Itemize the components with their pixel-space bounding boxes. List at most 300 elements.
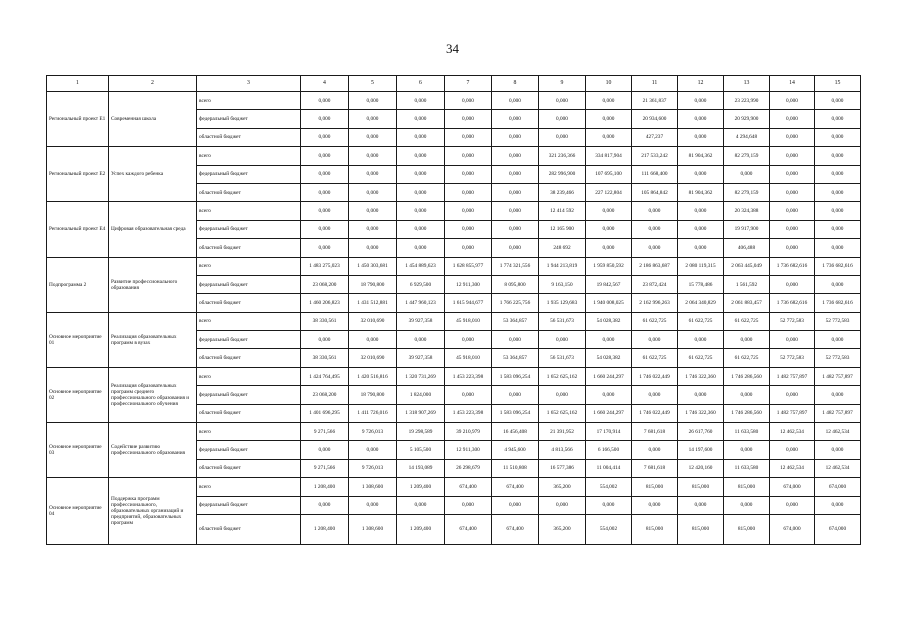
value-cell: 1 308,600 — [349, 514, 397, 544]
funding-source: областной бюджет — [197, 239, 301, 257]
value-cell: 0,000 — [770, 147, 815, 165]
value-cell: 0,000 — [724, 496, 770, 514]
value-cell: 0,000 — [678, 386, 724, 404]
value-cell: 0,000 — [301, 441, 349, 459]
value-cell: 0,000 — [301, 331, 349, 349]
header-cell: 6 — [397, 76, 445, 92]
value-cell: 1 746 022,449 — [632, 404, 678, 422]
value-cell: 45 918,010 — [445, 349, 492, 367]
value-cell: 1 453 223,398 — [445, 367, 492, 385]
value-cell: 0,000 — [586, 331, 632, 349]
value-cell: 1 450 303,681 — [349, 257, 397, 275]
value-cell: 0,000 — [678, 220, 724, 238]
program-description: Реализация образовательных программ среднего профессионального образования и профессионального обучения — [109, 367, 197, 422]
value-cell: 52 772,583 — [770, 349, 815, 367]
value-cell: 1 746 022,449 — [632, 367, 678, 385]
value-cell: 0,000 — [770, 275, 815, 293]
value-cell: 406,488 — [724, 239, 770, 257]
value-cell: 815,000 — [678, 478, 724, 496]
header-cell: 7 — [445, 76, 492, 92]
funding-source: областной бюджет — [197, 514, 301, 544]
value-cell: 0,000 — [397, 239, 445, 257]
value-cell: 12 911,300 — [445, 441, 492, 459]
value-cell: 1 660 244,297 — [586, 404, 632, 422]
value-cell: 61 622,725 — [724, 312, 770, 330]
value-cell: 82 279,159 — [724, 147, 770, 165]
value-cell: 1 660 244,297 — [586, 367, 632, 385]
value-cell: 227 122,804 — [586, 183, 632, 201]
value-cell: 0,000 — [349, 220, 397, 238]
table-row — [47, 423, 861, 441]
value-cell: 12 462,534 — [815, 423, 861, 441]
value-cell: 39 927,358 — [397, 312, 445, 330]
value-cell: 0,000 — [770, 331, 815, 349]
value-cell: 53 364,857 — [492, 349, 539, 367]
value-cell: 0,000 — [301, 147, 349, 165]
funding-source: всего — [197, 367, 301, 385]
value-cell: 1 746 286,560 — [724, 367, 770, 385]
value-cell: 0,000 — [678, 128, 724, 146]
value-cell: 1 208,400 — [301, 478, 349, 496]
value-cell: 0,000 — [632, 441, 678, 459]
header-cell: 2 — [109, 76, 197, 92]
value-cell: 12 414 592 — [539, 202, 586, 220]
value-cell: 0,000 — [586, 386, 632, 404]
value-cell: 0,000 — [349, 183, 397, 201]
funding-source: областной бюджет — [197, 294, 301, 312]
value-cell: 321 236,366 — [539, 147, 586, 165]
value-cell: 12 420,160 — [678, 459, 724, 477]
table-row — [47, 257, 861, 275]
value-cell: 1 824,000 — [397, 386, 445, 404]
value-cell: 0,000 — [445, 147, 492, 165]
value-cell: 674,400 — [492, 514, 539, 544]
funding-source: федеральный бюджет — [197, 441, 301, 459]
value-cell: 0,000 — [349, 92, 397, 110]
value-cell: 0,000 — [586, 128, 632, 146]
value-cell: 1 746 322,360 — [678, 404, 724, 422]
value-cell: 0,000 — [397, 128, 445, 146]
value-cell: 0,000 — [632, 331, 678, 349]
value-cell: 19 842,567 — [586, 275, 632, 293]
value-cell: 0,000 — [445, 128, 492, 146]
value-cell: 0,000 — [492, 220, 539, 238]
value-cell: 26 298,679 — [445, 459, 492, 477]
funding-source: федеральный бюджет — [197, 110, 301, 128]
value-cell: 815,000 — [724, 478, 770, 496]
value-cell: 0,000 — [815, 496, 861, 514]
value-cell: 21 361,837 — [632, 92, 678, 110]
value-cell: 0,000 — [724, 331, 770, 349]
value-cell: 45 918,010 — [445, 312, 492, 330]
value-cell: 0,000 — [815, 441, 861, 459]
value-cell: 1 453 223,398 — [445, 404, 492, 422]
value-cell: 0,000 — [492, 128, 539, 146]
value-cell: 81 904,362 — [678, 147, 724, 165]
value-cell: 2 080 119,315 — [678, 257, 724, 275]
value-cell: 0,000 — [445, 110, 492, 128]
value-cell: 0,000 — [445, 202, 492, 220]
value-cell: 1 583 096,254 — [492, 404, 539, 422]
value-cell: 9 163,150 — [539, 275, 586, 293]
funding-source: всего — [197, 423, 301, 441]
value-cell: 1 482 757,897 — [815, 404, 861, 422]
value-cell: 0,000 — [492, 331, 539, 349]
value-cell: 1 628 855,977 — [445, 257, 492, 275]
value-cell: 12 165 900 — [539, 220, 586, 238]
value-cell: 1 318 907,269 — [397, 404, 445, 422]
funding-source: всего — [197, 312, 301, 330]
program-name: Основное мероприятие 02 — [47, 367, 109, 422]
value-cell: 9 726,013 — [349, 459, 397, 477]
value-cell: 1 766 225,756 — [492, 294, 539, 312]
value-cell: 9 271,566 — [301, 459, 349, 477]
value-cell: 1 209,400 — [397, 478, 445, 496]
table-row — [47, 92, 861, 110]
value-cell: 0,000 — [770, 110, 815, 128]
value-cell: 0,000 — [539, 331, 586, 349]
value-cell: 0,000 — [492, 496, 539, 514]
value-cell: 0,000 — [539, 496, 586, 514]
program-name: Региональный проект Е1 — [47, 92, 109, 147]
value-cell: 61 622,725 — [724, 349, 770, 367]
value-cell: 0,000 — [445, 92, 492, 110]
value-cell: 2 061 883,457 — [724, 294, 770, 312]
program-description: Поддержка программ профессионального, образовательных организаций и предприятий, образовательных программ — [109, 478, 197, 545]
value-cell: 0,000 — [349, 239, 397, 257]
value-cell: 18 790,800 — [349, 275, 397, 293]
value-cell: 1 320 731,269 — [397, 367, 445, 385]
value-cell: 0,000 — [724, 386, 770, 404]
funding-source: всего — [197, 147, 301, 165]
header-cell: 4 — [301, 76, 349, 92]
value-cell: 11 633,580 — [724, 423, 770, 441]
value-cell: 0,000 — [349, 441, 397, 459]
value-cell: 0,000 — [492, 202, 539, 220]
value-cell: 0,000 — [397, 147, 445, 165]
value-cell: 32 010,690 — [349, 349, 397, 367]
value-cell: 6 166,500 — [586, 441, 632, 459]
value-cell: 23 872,424 — [632, 275, 678, 293]
value-cell: 107 695,100 — [586, 165, 632, 183]
value-cell: 0,000 — [397, 110, 445, 128]
value-cell: 217 533,242 — [632, 147, 678, 165]
value-cell: 0,000 — [815, 147, 861, 165]
value-cell: 0,000 — [586, 110, 632, 128]
value-cell: 11 510,808 — [492, 459, 539, 477]
table-row — [47, 202, 861, 220]
value-cell: 15 778,486 — [678, 275, 724, 293]
value-cell: 16 577,386 — [539, 459, 586, 477]
value-cell: 23 223,990 — [724, 92, 770, 110]
program-description: Современная школа — [109, 92, 197, 147]
value-cell: 61 622,725 — [678, 312, 724, 330]
value-cell: 0,000 — [445, 220, 492, 238]
table-row — [47, 312, 861, 330]
value-cell: 1 774 321,556 — [492, 257, 539, 275]
value-cell: 0,000 — [678, 92, 724, 110]
value-cell: 0,000 — [301, 110, 349, 128]
budget-table — [46, 75, 861, 545]
value-cell: 0,000 — [492, 165, 539, 183]
value-cell: 0,000 — [492, 183, 539, 201]
value-cell: 674,000 — [770, 478, 815, 496]
value-cell: 815,000 — [678, 514, 724, 544]
value-cell: 39 210,979 — [445, 423, 492, 441]
value-cell: 16 456,408 — [492, 423, 539, 441]
value-cell: 12 462,534 — [770, 423, 815, 441]
funding-source: всего — [197, 478, 301, 496]
value-cell: 19 917,900 — [724, 220, 770, 238]
value-cell: 56 531,673 — [539, 349, 586, 367]
value-cell: 0,000 — [301, 220, 349, 238]
value-cell: 1 944 213,819 — [539, 257, 586, 275]
table-row — [47, 147, 861, 165]
value-cell: 38 330,561 — [301, 349, 349, 367]
value-cell: 1 460 206,823 — [301, 294, 349, 312]
value-cell: 0,000 — [632, 239, 678, 257]
value-cell: 0,000 — [770, 220, 815, 238]
value-cell: 20 934,600 — [632, 110, 678, 128]
value-cell: 0,000 — [770, 239, 815, 257]
value-cell: 56 531,673 — [539, 312, 586, 330]
value-cell: 0,000 — [586, 496, 632, 514]
value-cell: 815,000 — [632, 514, 678, 544]
value-cell: 1 482 757,897 — [770, 367, 815, 385]
value-cell: 0,000 — [349, 147, 397, 165]
value-cell: 2 186 863,687 — [632, 257, 678, 275]
header-cell: 12 — [678, 76, 724, 92]
value-cell: 554,002 — [586, 478, 632, 496]
funding-source: всего — [197, 92, 301, 110]
program-name: Основное мероприятие 03 — [47, 423, 109, 478]
header-cell: 11 — [632, 76, 678, 92]
header-cell: 9 — [539, 76, 586, 92]
program-description: Развитие профессионального образования — [109, 257, 197, 312]
value-cell: 0,000 — [770, 128, 815, 146]
funding-source: федеральный бюджет — [197, 220, 301, 238]
value-cell: 0,000 — [492, 92, 539, 110]
value-cell: 0,000 — [632, 386, 678, 404]
value-cell: 0,000 — [678, 202, 724, 220]
value-cell: 1 940 008,025 — [586, 294, 632, 312]
value-cell: 54 028,382 — [586, 312, 632, 330]
value-cell: 0,000 — [815, 386, 861, 404]
value-cell: 0,000 — [492, 386, 539, 404]
header-cell: 1 — [47, 76, 109, 92]
program-name: Основное мероприятие 01 — [47, 312, 109, 367]
value-cell: 1 736 682,616 — [815, 294, 861, 312]
value-cell: 1 652 625,162 — [539, 404, 586, 422]
value-cell: 5 105,500 — [397, 441, 445, 459]
value-cell: 0,000 — [445, 386, 492, 404]
value-cell: 1 652 625,162 — [539, 367, 586, 385]
funding-source: федеральный бюджет — [197, 386, 301, 404]
value-cell: 12 911,300 — [445, 275, 492, 293]
funding-source: областной бюджет — [197, 128, 301, 146]
value-cell: 0,000 — [770, 202, 815, 220]
value-cell: 0,000 — [539, 92, 586, 110]
value-cell: 0,000 — [815, 220, 861, 238]
value-cell: 54 028,382 — [586, 349, 632, 367]
value-cell: 7 681,618 — [632, 459, 678, 477]
value-cell: 0,000 — [586, 220, 632, 238]
header-cell: 15 — [815, 76, 861, 92]
program-description: Успех каждого ребенка — [109, 147, 197, 202]
value-cell: 0,000 — [301, 496, 349, 514]
value-cell: 0,000 — [815, 165, 861, 183]
value-cell: 365,200 — [539, 478, 586, 496]
value-cell: 0,000 — [770, 496, 815, 514]
funding-source: областной бюджет — [197, 404, 301, 422]
value-cell: 26 617,760 — [678, 423, 724, 441]
value-cell: 11 633,580 — [724, 459, 770, 477]
funding-source: областной бюджет — [197, 183, 301, 201]
value-cell: 815,000 — [724, 514, 770, 544]
value-cell: 1 736 682,616 — [770, 257, 815, 275]
value-cell: 1 482 757,897 — [815, 367, 861, 385]
value-cell: 0,000 — [301, 128, 349, 146]
header-cell: 13 — [724, 76, 770, 92]
value-cell: 0,000 — [301, 183, 349, 201]
table-row — [47, 367, 861, 385]
value-cell: 32 010,690 — [349, 312, 397, 330]
value-cell: 20 929,900 — [724, 110, 770, 128]
value-cell: 1 482 757,897 — [770, 404, 815, 422]
header-cell: 3 — [197, 76, 301, 92]
value-cell: 6 929,500 — [397, 275, 445, 293]
value-cell: 1 411 726,016 — [349, 404, 397, 422]
value-cell: 0,000 — [586, 202, 632, 220]
value-cell: 1 424 764,495 — [301, 367, 349, 385]
value-cell: 19 298,589 — [397, 423, 445, 441]
value-cell: 0,000 — [678, 496, 724, 514]
value-cell: 52 772,583 — [815, 312, 861, 330]
program-description: Цифровая образовательная среда — [109, 202, 197, 257]
value-cell: 21 391,952 — [539, 423, 586, 441]
value-cell: 334 817,904 — [586, 147, 632, 165]
table-body — [47, 76, 861, 545]
value-cell: 38 330,561 — [301, 312, 349, 330]
header-cell: 8 — [492, 76, 539, 92]
header-row — [47, 76, 861, 92]
value-cell: 1 736 682,616 — [815, 257, 861, 275]
value-cell: 1 583 096,254 — [492, 367, 539, 385]
value-cell: 52 772,583 — [770, 312, 815, 330]
value-cell: 0,000 — [815, 202, 861, 220]
value-cell: 105 864,842 — [632, 183, 678, 201]
program-name: Подпрограмма 2 — [47, 257, 109, 312]
value-cell: 0,000 — [815, 128, 861, 146]
value-cell: 17 170,914 — [586, 423, 632, 441]
value-cell: 1 447 960,123 — [397, 294, 445, 312]
value-cell: 0,000 — [815, 275, 861, 293]
value-cell: 0,000 — [301, 92, 349, 110]
value-cell: 0,000 — [678, 110, 724, 128]
value-cell: 0,000 — [445, 331, 492, 349]
value-cell: 0,000 — [301, 165, 349, 183]
value-cell: 1 736 682,616 — [770, 294, 815, 312]
value-cell: 1 431 512,881 — [349, 294, 397, 312]
value-cell: 1 935 129,683 — [539, 294, 586, 312]
value-cell: 0,000 — [349, 128, 397, 146]
value-cell: 39 927,358 — [397, 349, 445, 367]
value-cell: 0,000 — [815, 239, 861, 257]
value-cell: 61 622,725 — [632, 312, 678, 330]
value-cell: 82 279,159 — [724, 183, 770, 201]
table-row — [47, 478, 861, 496]
value-cell: 81 904,362 — [678, 183, 724, 201]
value-cell: 0,000 — [815, 183, 861, 201]
value-cell: 0,000 — [632, 220, 678, 238]
value-cell: 0,000 — [632, 496, 678, 514]
value-cell: 674,000 — [770, 514, 815, 544]
value-cell: 674,400 — [445, 478, 492, 496]
funding-source: областной бюджет — [197, 459, 301, 477]
value-cell: 2 162 996,263 — [632, 294, 678, 312]
program-name: Региональный проект Е2 — [47, 147, 109, 202]
value-cell: 0,000 — [724, 165, 770, 183]
value-cell: 674,400 — [445, 514, 492, 544]
value-cell: 0,000 — [445, 496, 492, 514]
value-cell: 20 324,388 — [724, 202, 770, 220]
value-cell: 1 209,400 — [397, 514, 445, 544]
value-cell: 61 622,725 — [678, 349, 724, 367]
value-cell: 0,000 — [349, 110, 397, 128]
value-cell: 674,000 — [815, 514, 861, 544]
value-cell: 0,000 — [770, 441, 815, 459]
value-cell: 0,000 — [397, 220, 445, 238]
value-cell: 38 239,466 — [539, 183, 586, 201]
value-cell: 2 064 340,829 — [678, 294, 724, 312]
header-cell: 14 — [770, 76, 815, 92]
value-cell: 0,000 — [586, 92, 632, 110]
value-cell: 23 068,200 — [301, 275, 349, 293]
funding-source: всего — [197, 202, 301, 220]
value-cell: 815,000 — [632, 478, 678, 496]
value-cell: 0,000 — [349, 202, 397, 220]
value-cell: 53 364,857 — [492, 312, 539, 330]
value-cell: 0,000 — [632, 202, 678, 220]
value-cell: 0,000 — [678, 165, 724, 183]
value-cell: 12 462,534 — [770, 459, 815, 477]
value-cell: 61 622,725 — [632, 349, 678, 367]
value-cell: 4 945,600 — [492, 441, 539, 459]
header-cell: 5 — [349, 76, 397, 92]
value-cell: 0,000 — [770, 92, 815, 110]
value-cell: 0,000 — [492, 147, 539, 165]
program-description: Содействие развитию профессионального образования — [109, 423, 197, 478]
value-cell: 18 790,800 — [349, 386, 397, 404]
funding-source: федеральный бюджет — [197, 331, 301, 349]
value-cell: 0,000 — [770, 386, 815, 404]
value-cell: 1 308,600 — [349, 478, 397, 496]
value-cell: 674,400 — [492, 478, 539, 496]
value-cell: 0,000 — [678, 239, 724, 257]
value-cell: 14 193,089 — [397, 459, 445, 477]
value-cell: 9 271,566 — [301, 423, 349, 441]
value-cell: 0,000 — [397, 165, 445, 183]
value-cell: 0,000 — [815, 92, 861, 110]
value-cell: 0,000 — [539, 128, 586, 146]
value-cell: 0,000 — [349, 496, 397, 514]
value-cell: 1 959 850,592 — [586, 257, 632, 275]
value-cell: 0,000 — [397, 92, 445, 110]
value-cell: 14 197,600 — [678, 441, 724, 459]
value-cell: 12 462,534 — [815, 459, 861, 477]
value-cell: 2 063 445,049 — [724, 257, 770, 275]
value-cell: 1 483 275,023 — [301, 257, 349, 275]
